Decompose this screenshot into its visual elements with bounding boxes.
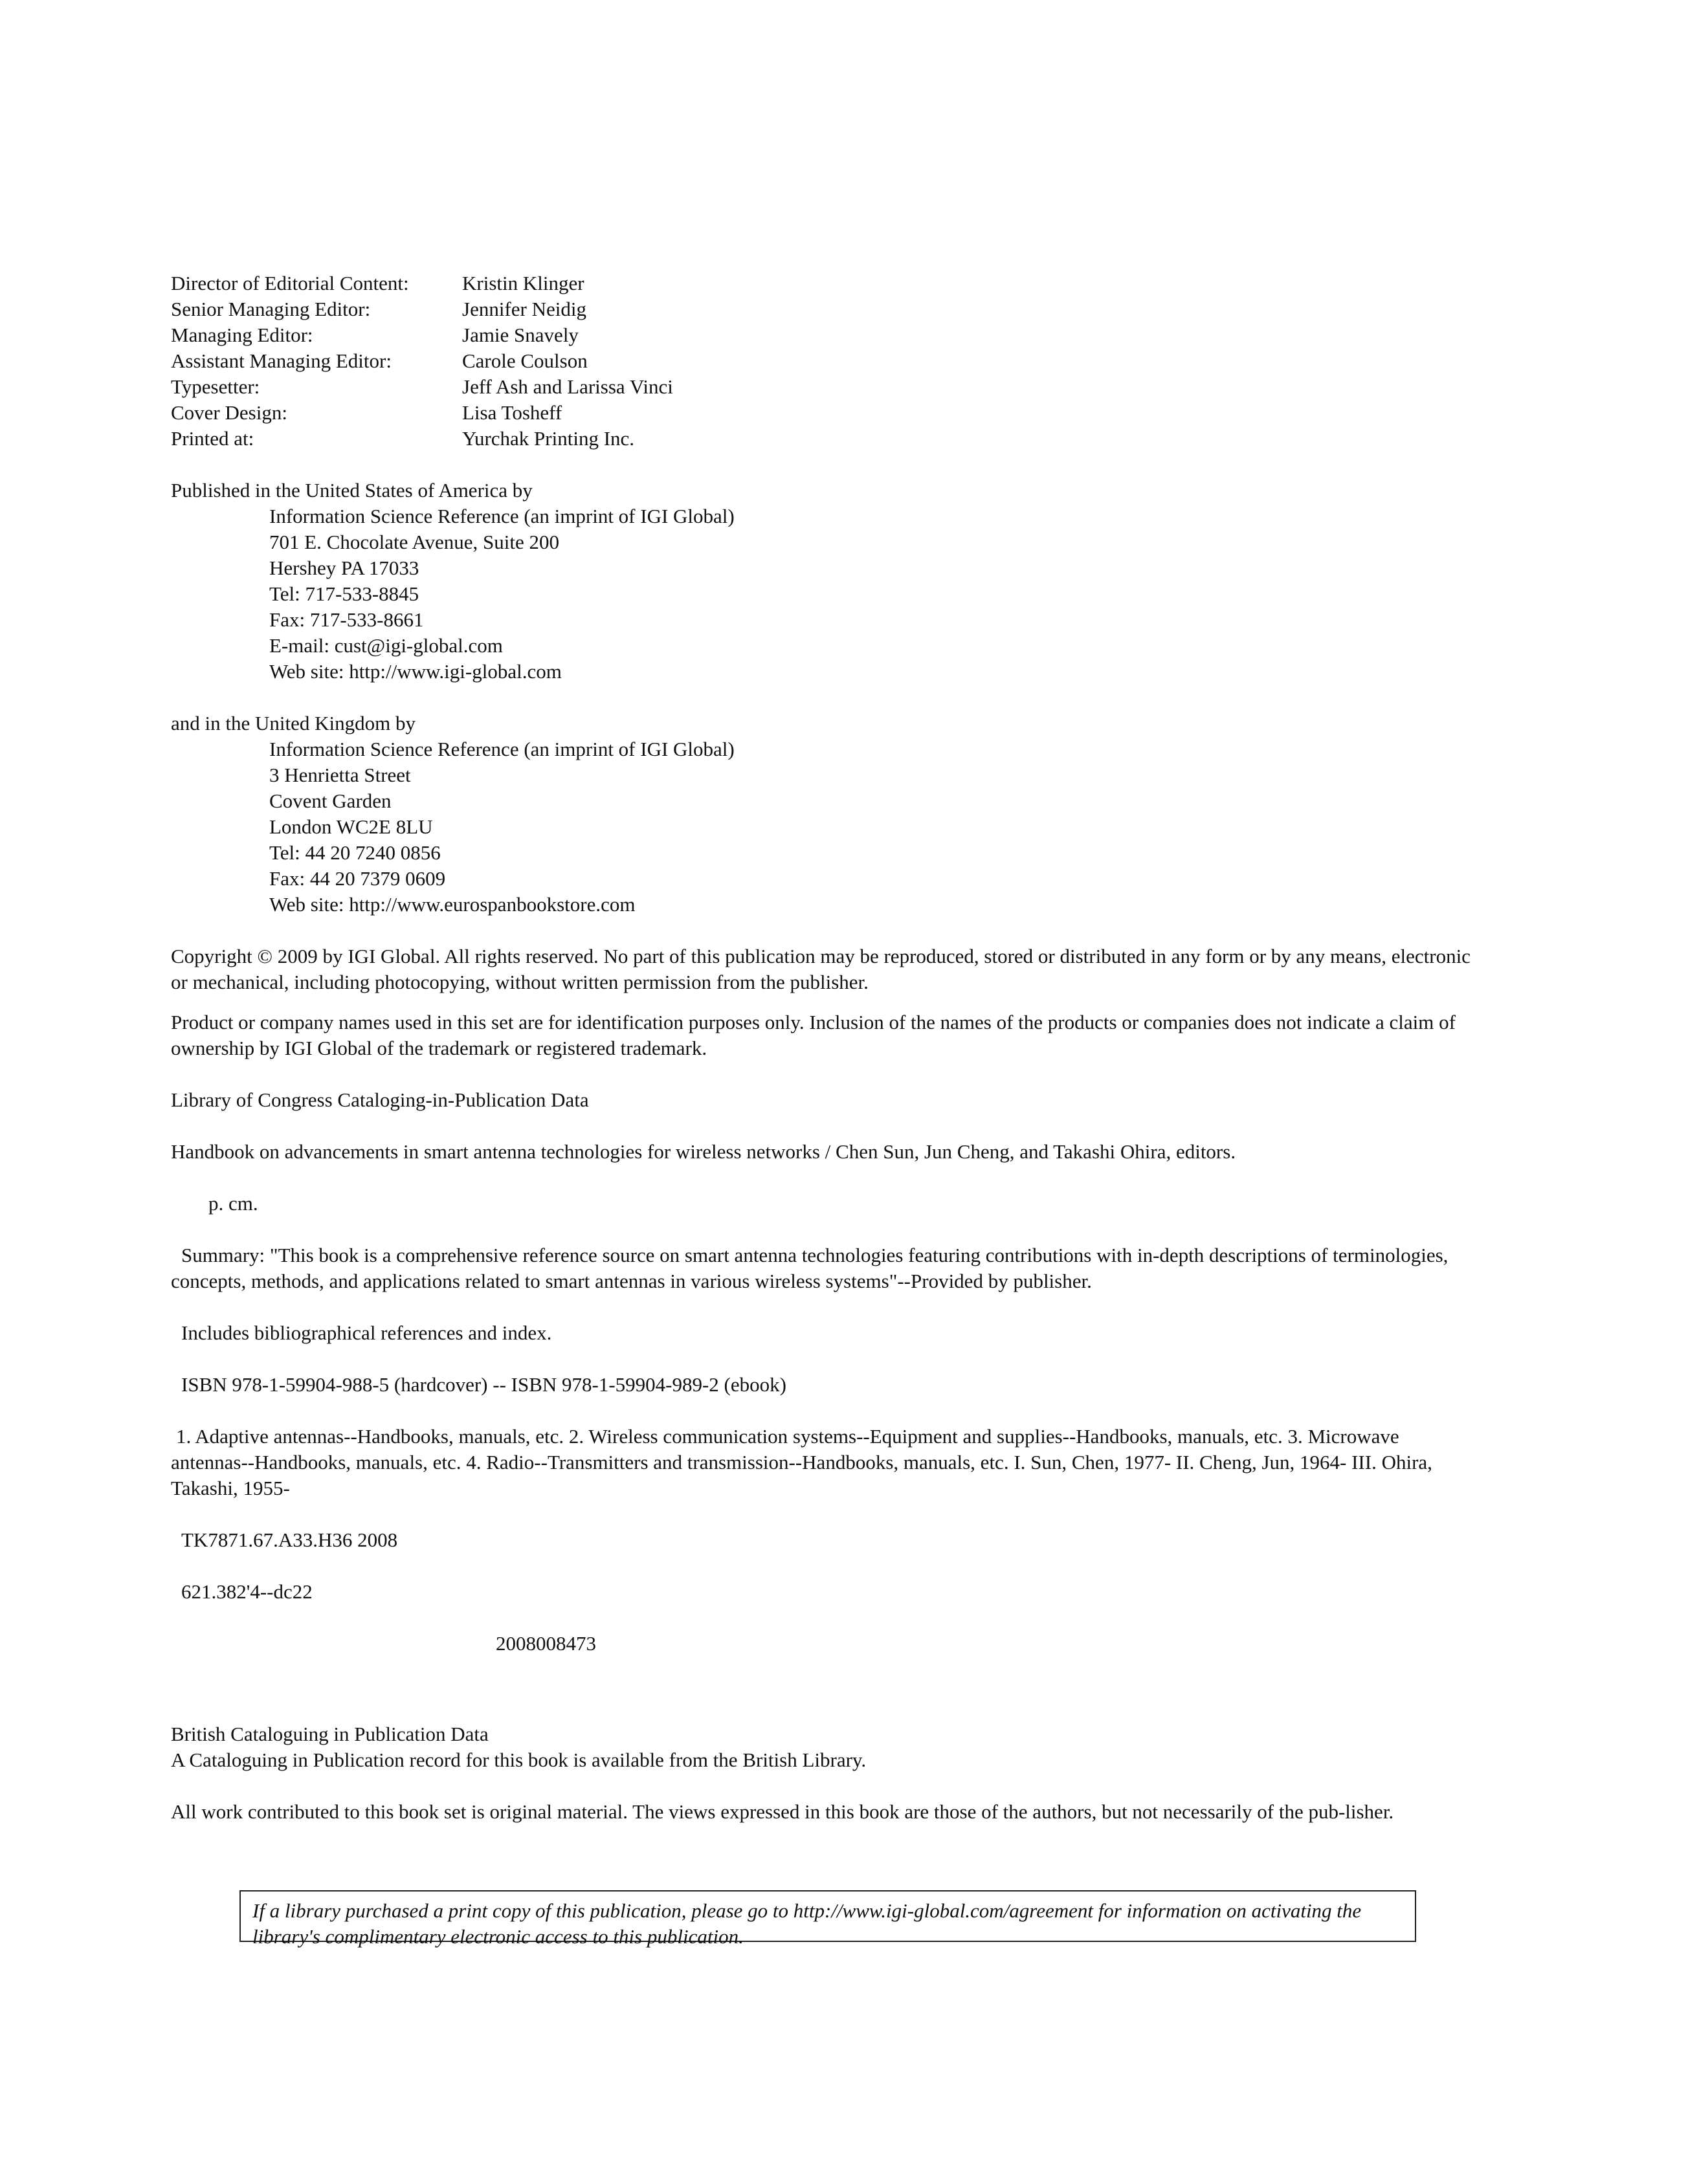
us-publisher	[171, 478, 1478, 685]
cip-lc-class: TK7871.67.A33.H36 2008	[181, 1528, 398, 1551]
library-access-notice	[239, 1890, 1416, 1948]
cip-includes: Includes bibliographical references and index.	[181, 1321, 552, 1344]
address-line: Fax: 44 20 7379 0609	[269, 867, 446, 890]
credit-role: Cover Design:	[171, 401, 287, 424]
original-work-notice: All work contributed to this book set is original material. The views expressed in this book are those of the authors, but not necessarily of the pub-lisher.	[171, 1800, 1394, 1823]
cip-pcm: p. cm.	[208, 1192, 258, 1215]
address-line: Tel: 717-533-8845	[269, 582, 419, 605]
us-publisher-intro: Published in the United States of America by	[171, 479, 533, 502]
credit-name: Jamie Snavely	[462, 324, 579, 346]
british-cip-heading: British Cataloguing in Publication Data	[171, 1723, 489, 1745]
address-line: Information Science Reference (an imprint of IGI Global)	[269, 505, 735, 527]
british-cip-text: A Cataloguing in Publication record for this book is available from the British Library.	[171, 1748, 867, 1771]
credit-role: Senior Managing Editor:	[171, 298, 371, 320]
cip-heading: Library of Congress Cataloging-in-Publication Data	[171, 1088, 589, 1111]
credit-role: Printed at:	[171, 427, 254, 450]
credit-name: Lisa Tosheff	[462, 401, 562, 424]
uk-publisher	[171, 711, 1478, 918]
copyright-notice: Copyright © 2009 by IGI Global. All rights reserved. No part of this publication may be reproduced, stored or distributed in any form or by any means, electronic or mechanical, including photocopying, without written permission from the publisher.	[171, 945, 1471, 993]
credit-role: Director of Editorial Content:	[171, 272, 409, 294]
copyright-page	[171, 270, 1478, 1825]
address-line: 3 Henrietta Street	[269, 764, 411, 786]
cip-subjects: 1. Adaptive antennas--Handbooks, manuals, etc. 2. Wireless communication systems--Equipment and supplies--Handbooks, manuals, etc. 3. Microwave antennas--Handbooks, manuals, etc. 4. Radio--Transmitters and transmission--Handbooks, manuals, etc. I. Sun, Chen, 1977- II. Cheng, Jun, 1964- III. Ohira, Takashi, 1955-	[171, 1425, 1432, 1499]
address-line: London WC2E 8LU	[269, 815, 433, 838]
credit-role: Typesetter:	[171, 375, 260, 398]
credit-name: Jeff Ash and Larissa Vinci	[462, 375, 673, 398]
email-line: E-mail: cust@igi-global.com	[269, 634, 503, 657]
credits-list	[171, 270, 1478, 452]
credit-role: Managing Editor:	[171, 324, 313, 346]
library-access-text: If a library purchased a print copy of this publication, please go to http://www.igi-global.com/agreement for information on activating the library's complimentary electronic access to this publication.	[252, 1899, 1362, 1948]
uk-publisher-intro: and in the United Kingdom by	[171, 712, 416, 734]
address-line: 701 E. Chocolate Avenue, Suite 200	[269, 531, 559, 553]
website-line: Web site: http://www.eurospanbookstore.com	[269, 893, 636, 916]
credit-name: Jennifer Neidig	[462, 298, 586, 320]
website-line: Web site: http://www.igi-global.com	[269, 660, 562, 683]
cip-title: Handbook on advancements in smart antenna technologies for wireless networks / Chen Sun, Jun Cheng, and Takashi Ohira, editors.	[171, 1140, 1236, 1163]
credit-name: Carole Coulson	[462, 349, 588, 372]
credit-name: Yurchak Printing Inc.	[462, 427, 635, 450]
address-line: Covent Garden	[269, 789, 392, 812]
address-line: Fax: 717-533-8661	[269, 608, 424, 631]
cip-dewey: 621.382'4--dc22	[181, 1580, 313, 1603]
cip-summary: Summary: "This book is a comprehensive reference source on smart antenna technologies featuring contributions with in-depth descriptions of terminologies, concepts, methods, and applications related to smart antennas in various wireless systems"--Provided by publisher.	[171, 1244, 1449, 1292]
address-line: Information Science Reference (an imprint of IGI Global)	[269, 738, 735, 760]
trademark-notice: Product or company names used in this set are for identification purposes only. Inclusion of the names of the products or companies does not indicate a claim of ownership by IGI Global of the trademark or registered trademark.	[171, 1011, 1456, 1059]
credit-name: Kristin Klinger	[462, 272, 584, 294]
cip-lccn: 2008008473	[496, 1632, 596, 1655]
address-line: Tel: 44 20 7240 0856	[269, 841, 441, 864]
cip-isbn: ISBN 978-1-59904-988-5 (hardcover) -- ISBN 978-1-59904-989-2 (ebook)	[181, 1373, 786, 1396]
address-line: Hershey PA 17033	[269, 557, 419, 579]
credit-role: Assistant Managing Editor:	[171, 349, 392, 372]
